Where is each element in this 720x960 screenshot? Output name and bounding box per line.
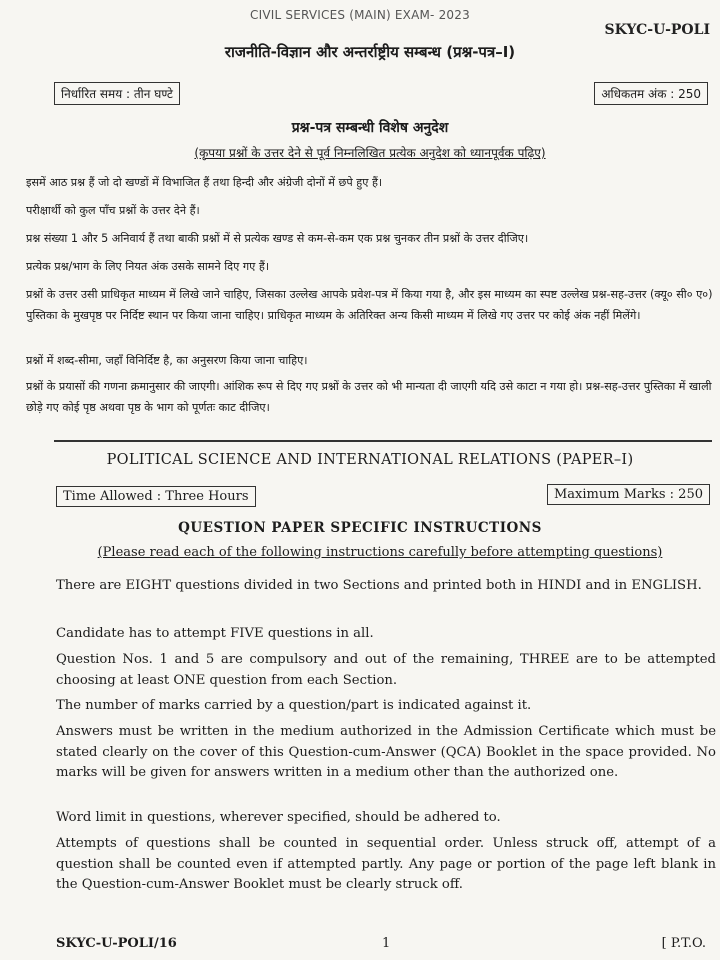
hindi-instruction-6: प्रश्नों में शब्द-सीमा, जहाँ विनिर्दिष्ट है, का अनुसरण किया जाना चाहिए। — [26, 354, 308, 367]
english-instruction-2: Candidate has to attempt FIVE questions in all. — [56, 626, 374, 641]
hindi-instruction-3: प्रश्न संख्या 1 और 5 अनिवार्य हैं तथा बाकी प्रश्नों में से प्रत्येक खण्ड से कम-से-कम एक प्रश्न चुनकर तीन प्रश्नों के उत्तर दीजिए। — [26, 232, 529, 245]
english-instructions-subheading: (Please read each of the following instructions carefully before attempting questions) — [97, 545, 663, 560]
hindi-instructions-subheading: (कृपया प्रश्नों के उत्तर देने से पूर्व निम्नलिखित प्रत्येक अनुदेश को ध्यानपूर्वक पढ़िए) — [194, 146, 546, 160]
hindi-instruction-5: प्रश्नों के उत्तर उसी प्राधिकृत माध्यम में लिखे जाने चाहिए, जिसका उल्लेख आपके प्रवेश-पत्र में किया गया है, और इस माध्यम का स्पष्ट उल्लेख प्रश्न-सह-उत्तर (क्यू० सी० ए०) पुस्तिका के मुखपृष्ठ पर निर्दिष्ट स्थान पर किया जाना चाहिए। प्राधिकृत माध्यम के अतिरिक्त अन्य किसी माध्यम में लिखे गए उत्तर पर कोई अंक नहीं मिलेंगे। — [26, 288, 713, 322]
hindi-instruction-4: प्रत्येक प्रश्न/भाग के लिए नियत अंक उसके सामने दिए गए हैं। — [26, 260, 270, 273]
hindi-instruction-1: इसमें आठ प्रश्न हैं जो दो खण्डों में विभाजित हैं तथा हिन्दी और अंग्रेजी दोनों में छपे हुए हैं। — [26, 176, 383, 189]
hindi-instruction-2: परीक्षार्थी को कुल पाँच प्रश्नों के उत्तर देने हैं। — [26, 204, 200, 217]
hindi-paper-title: राजनीति-विज्ञान और अन्तर्राष्ट्रीय सम्बन्ध (प्रश्न-पत्र–I) — [224, 43, 516, 61]
english-instruction-5: Answers must be written in the medium authorized in the Admission Certificate which must be stated clearly on the cover of this Question-cum-Answer (QCA) Booklet in the space provided. No marks will be given for answers written in a medium other than the authorized one. — [56, 724, 716, 780]
pto-marker: [ P.T.O. — [661, 936, 706, 951]
paper-code: SKYC-U-POLI — [604, 22, 710, 38]
hindi-time-allowed: निर्धारित समय : तीन घण्टे — [54, 82, 180, 105]
footer-paper-code — [56, 936, 177, 951]
section-divider — [54, 440, 712, 442]
exam-title: CIVIL SERVICES (MAIN) EXAM- 2023 — [250, 8, 470, 22]
footer-code-text: SKYC-U-POLI/16 — [56, 936, 177, 951]
english-instruction-6: Word limit in questions, wherever specified, should be adhered to. — [56, 810, 501, 825]
english-instructions-heading: QUESTION PAPER SPECIFIC INSTRUCTIONS — [178, 520, 542, 536]
hindi-max-marks: अधिकतम अंक : 250 — [594, 82, 708, 105]
english-instruction-1: There are EIGHT questions divided in two Sections and printed both in HINDI and in ENGLISH. — [56, 578, 702, 593]
english-instruction-4: The number of marks carried by a question/part is indicated against it. — [56, 698, 532, 713]
hindi-instructions-heading: प्रश्न-पत्र सम्बन्धी विशेष अनुदेश — [291, 120, 449, 136]
english-max-marks: Maximum Marks : 250 — [547, 484, 710, 505]
page-number: 1 — [382, 936, 391, 951]
english-time-allowed: Time Allowed : Three Hours — [56, 486, 256, 507]
english-paper-title: POLITICAL SCIENCE AND INTERNATIONAL RELATIONS (PAPER–I) — [106, 452, 634, 468]
english-instruction-7: Attempts of questions shall be counted in sequential order. Unless struck off, attempt of a question shall be counted even if attempted partly. Any page or portion of the page left blank in the Question-cum-Answer Booklet must be clearly struck off. — [56, 836, 716, 892]
english-instruction-3: Question Nos. 1 and 5 are compulsory and out of the remaining, THREE are to be attempted choosing at least ONE question from each Section. — [56, 652, 716, 688]
hindi-instruction-7: प्रश्नों के प्रयासों की गणना क्रमानुसार की जाएगी। आंशिक रूप से दिए गए प्रश्नों के उत्तर को भी मान्यता दी जाएगी यदि उसे काटा न गया हो। प्रश्न-सह-उत्तर पुस्तिका में खाली छोड़े गए कोई पृष्ठ अथवा पृष्ठ के भाग को पूर्णतः काट दीजिए। — [26, 380, 712, 414]
